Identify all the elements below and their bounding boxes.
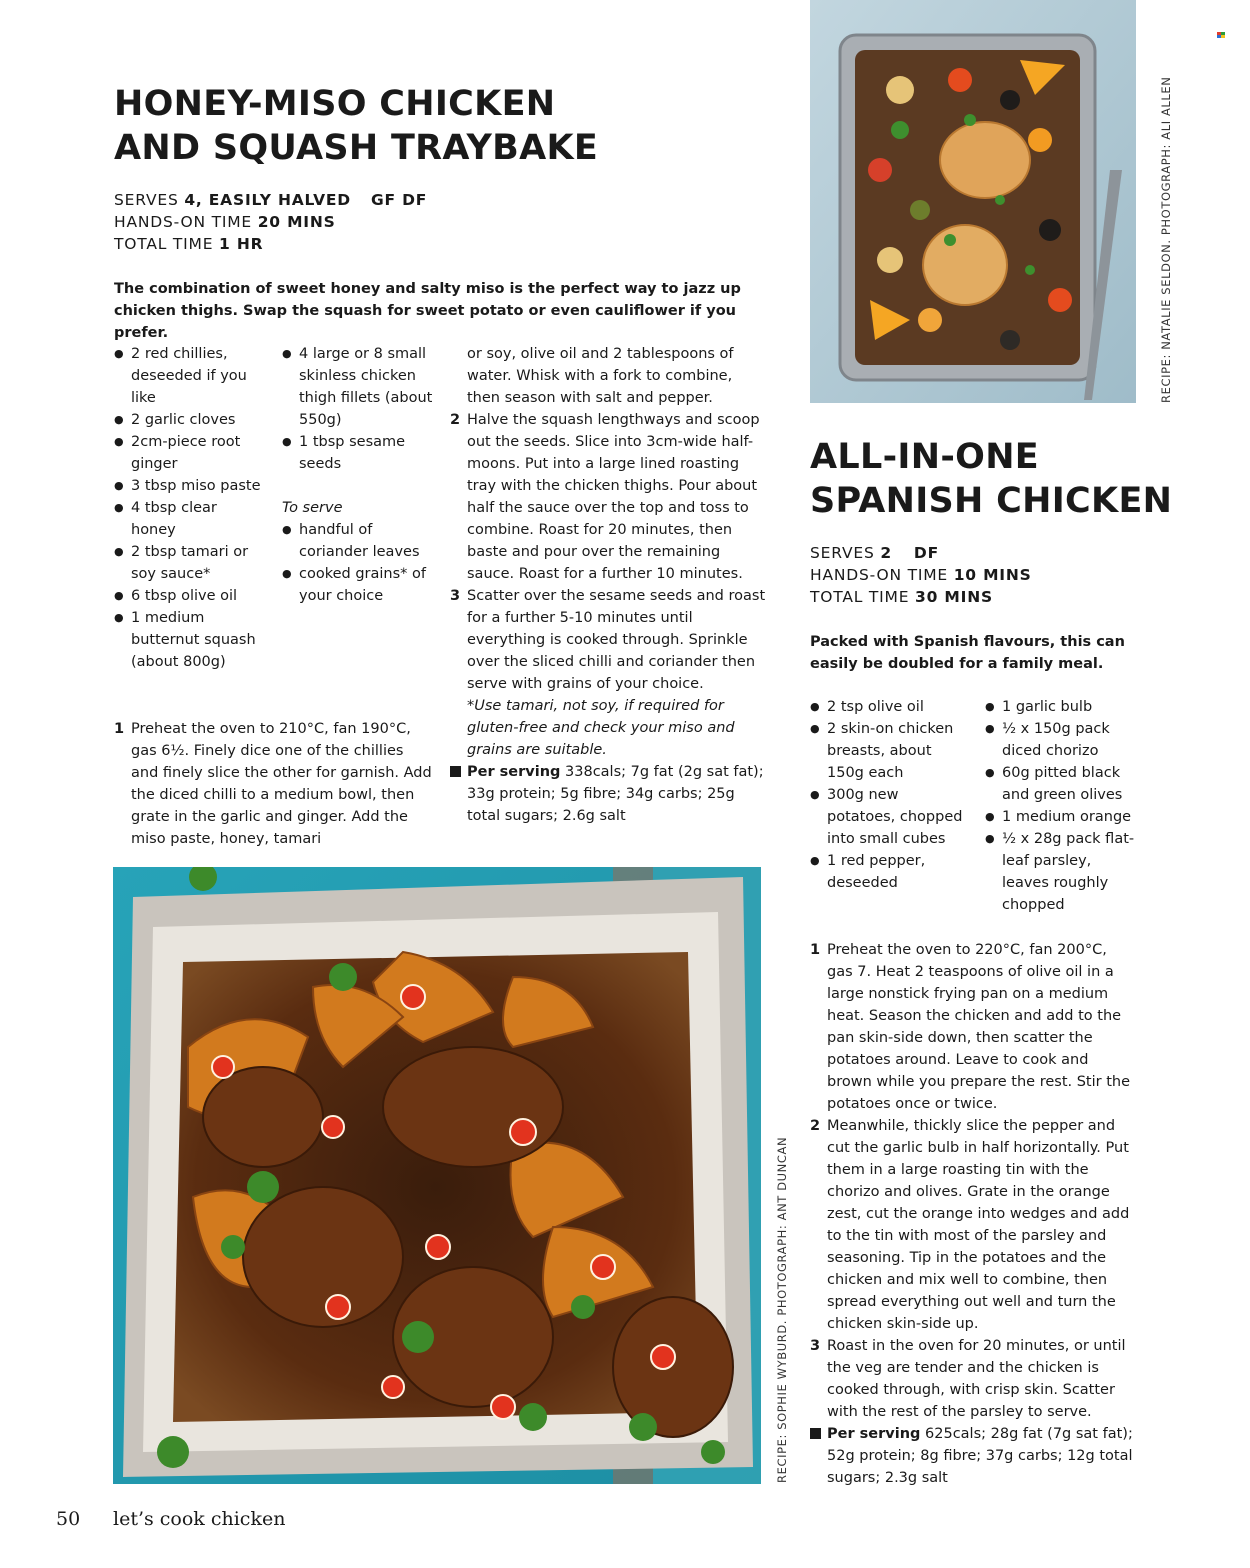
recipe2-title-line1: ALL-IN-ONE xyxy=(810,437,1040,477)
handson-label: HANDS-ON TIME xyxy=(810,566,954,584)
corner-mark-icon xyxy=(1217,32,1225,38)
ingredient-item: ● 1 medium orange xyxy=(985,806,1140,828)
total-value: 30 MINS xyxy=(915,588,993,606)
step-text: Scatter over the sesame seeds and roast for a further 5-10 minutes until everything is cooked through. Sprinkle over the sliced chilli and coriander then serve with grains of your choice. xyxy=(467,588,766,692)
per-serving xyxy=(450,761,768,827)
serves-value: 2 xyxy=(880,544,892,562)
recipe2-photo-credit: RECIPE: NATALIE SELDON. PHOTOGRAPH: ALI ALLEN xyxy=(1159,76,1173,403)
step-number: 3 xyxy=(450,588,461,604)
intro-line: easily be doubled for a family meal. xyxy=(810,656,1104,672)
total-label: TOTAL TIME xyxy=(114,235,220,253)
recipe2-ingredients-col1 xyxy=(810,696,970,894)
ingredient-item: ● 1 medium butternut squash (about 800g) xyxy=(114,607,264,673)
handson-label: HANDS-ON TIME xyxy=(114,213,258,231)
per-serving-value: 625cals; 28g fat (7g sat fat); 52g protein; 8g fibre; 37g carbs; 12g total sugars; 2.3g salt xyxy=(827,1426,1133,1486)
per-serving-label: Per serving xyxy=(467,764,561,780)
step-number: 1 xyxy=(114,721,125,737)
per-serving-label: Per serving xyxy=(827,1426,921,1442)
total-value: 1 HR xyxy=(219,235,264,253)
recipe1-photo-credit: RECIPE: SOPHIE WYBURD. PHOTOGRAPH: ANT DUNCAN xyxy=(775,1136,789,1483)
recipe1-intro xyxy=(114,278,794,344)
handson-value: 20 MINS xyxy=(257,213,336,231)
recipe1-ingredients-col1 xyxy=(114,343,264,673)
step-text: Meanwhile, thickly slice the pepper and cut the garlic bulb in half horizontally. Put them in a large roasting tin with the chorizo and olives. Grate in the orange zest, cut the orange into wedges and add to the tin with most of the parsley and seasoning. Tip in the potatoes and the chicken and mix well to combine, then spread everything out well and turn the chicken skin-side up. xyxy=(827,1118,1130,1332)
recipe1-method xyxy=(450,343,768,827)
recipe2-intro xyxy=(810,631,1150,675)
ingredient-item: ● 1 red pepper, deseeded xyxy=(810,850,970,894)
total-label: TOTAL TIME xyxy=(810,588,916,606)
recipe1-title-line1: HONEY-MISO CHICKEN xyxy=(114,84,556,124)
spanish-chicken-photo-image xyxy=(810,0,1136,403)
recipe1-title-line2: AND SQUASH TRAYBAKE xyxy=(114,128,599,168)
recipe2-ingredients-col2 xyxy=(985,696,1140,916)
ingredient-item: ● ½ x 150g pack diced chorizo xyxy=(985,718,1140,762)
ingredient-item: ● 1 tbsp sesame seeds xyxy=(282,431,442,475)
serves-label: SERVES xyxy=(810,544,881,562)
ingredient-item: ● ½ x 28g pack flat-leaf parsley, leaves roughly chopped xyxy=(985,828,1140,916)
ingredient-item: ● 2 red chillies, deseeded if you like xyxy=(114,343,264,409)
ingredient-item: ● 3 tbsp miso paste xyxy=(114,475,264,497)
intro-line: The combination of sweet honey and salty miso is the perfect way to jazz up xyxy=(114,281,741,297)
recipe1-title xyxy=(114,82,774,170)
step-number: 2 xyxy=(450,412,461,428)
to-serve-label: To serve xyxy=(282,500,343,516)
recipe2-meta xyxy=(810,542,1210,608)
intro-line: chicken thighs. Swap the squash for sweet potato or even cauliflower if you prefer. xyxy=(114,303,736,341)
ingredient-item: ● handful of coriander leaves xyxy=(282,519,442,563)
ingredient-item: ● 1 garlic bulb xyxy=(985,696,1140,718)
ingredient-item: ● 2cm-piece root ginger xyxy=(114,431,264,475)
ingredient-item: ● 6 tbsp olive oil xyxy=(114,585,264,607)
handson-value: 10 MINS xyxy=(953,566,1032,584)
serves-label: SERVES xyxy=(114,191,185,209)
ingredient-item: ● 2 skin-on chicken breasts, about 150g each xyxy=(810,718,970,784)
step-text: Roast in the oven for 20 minutes, or until the veg are tender and the chicken is cooked through, with crisp skin. Scatter with the rest of the parsley to serve. xyxy=(827,1338,1126,1420)
ingredient-item: ● 4 large or 8 small skinless chicken thigh fillets (about 550g) xyxy=(282,343,442,431)
recipe1-step1 xyxy=(114,718,434,850)
step1-continued: or soy, olive oil and 2 tablespoons of water. Whisk with a fork to combine, then season with salt and pepper. xyxy=(467,346,734,406)
recipe1-ingredients-col2 xyxy=(282,343,442,607)
recipe2-title xyxy=(810,435,1210,523)
ingredient-item: ● 2 tbsp tamari or soy sauce* xyxy=(114,541,264,585)
ingredient-item: ● 60g pitted black and green olives xyxy=(985,762,1140,806)
ingredient-item: ● 300g new potatoes, chopped into small cubes xyxy=(810,784,970,850)
diet-badge: DF xyxy=(913,544,939,562)
square-bullet-icon xyxy=(810,1428,821,1439)
recipe1-meta xyxy=(114,189,674,255)
traybake-photo xyxy=(113,867,761,1484)
ingredient-item: ● 2 tsp olive oil xyxy=(810,696,970,718)
intro-line: Packed with Spanish flavours, this can xyxy=(810,634,1125,650)
step-number: 3 xyxy=(810,1338,821,1354)
square-bullet-icon xyxy=(450,766,461,777)
step-number: 1 xyxy=(810,942,821,958)
recipe2-method xyxy=(810,939,1135,1489)
step-text: Preheat the oven to 210°C, fan 190°C, gas 6½. Finely dice one of the chillies and finely slice the other for garnish. Add the diced chilli to a medium bowl, then grate in the garlic and ginger. Add the miso paste, honey, tamari xyxy=(131,721,432,847)
page-number: 50 xyxy=(56,1508,81,1530)
per-serving-value: 338cals; 7g fat (2g sat fat); 33g protein; 5g fibre; 34g carbs; 25g total sugars; 2.6g salt xyxy=(467,764,764,824)
traybake-photo-image xyxy=(113,867,761,1484)
section-title: let’s cook chicken xyxy=(113,1508,286,1530)
per-serving xyxy=(810,1423,1135,1489)
recipe-note: *Use tamari, not soy, if required for gluten-free and check your miso and grains are suitable. xyxy=(467,698,735,758)
serves-value: 4, EASILY HALVED xyxy=(184,191,351,209)
step-text: Halve the squash lengthways and scoop out the seeds. Slice into 3cm-wide half-moons. Put into a large lined roasting tray with the chicken thighs. Pour about half the sauce over the top and toss to combine. Roast for 20 minutes, then baste and pour over the remaining sauce. Roast for a further 10 minutes. xyxy=(467,412,760,582)
ingredient-item: ● 4 tbsp clear honey xyxy=(114,497,264,541)
ingredient-item: ● cooked grains* of your choice xyxy=(282,563,442,607)
step-number: 2 xyxy=(810,1118,821,1134)
step-text: Preheat the oven to 220°C, fan 200°C, gas 7. Heat 2 teaspoons of olive oil in a large nonstick frying pan on a medium heat. Season the chicken and add to the pan skin-side down, then scatter the potatoes around. Leave to cook and brown while you prepare the rest. Stir the potatoes once or twice. xyxy=(827,942,1131,1112)
spanish-chicken-photo xyxy=(810,0,1136,403)
ingredient-item: ● 2 garlic cloves xyxy=(114,409,264,431)
diet-badge: GF DF xyxy=(370,191,428,209)
recipe2-title-line2: SPANISH CHICKEN xyxy=(810,481,1173,521)
